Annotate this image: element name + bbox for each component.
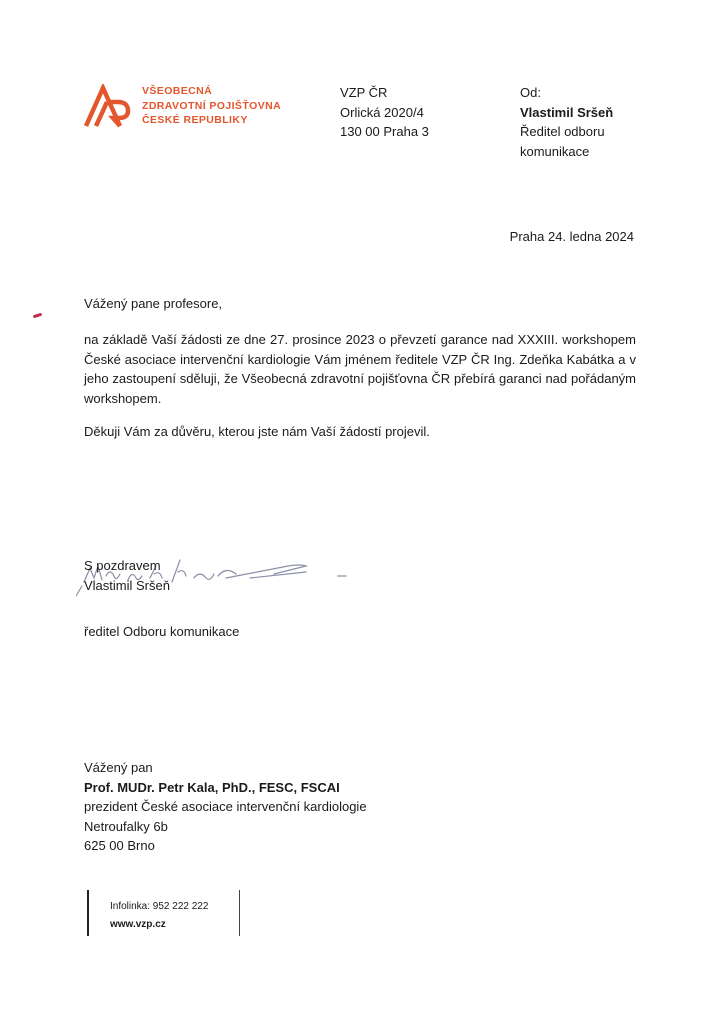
from-title-line2: komunikace <box>520 143 590 159</box>
margin-mark <box>33 313 42 319</box>
from-title-line1: Ředitel odboru <box>520 124 605 139</box>
signatory-title: ředitel Odboru komunikace <box>84 624 240 639</box>
paragraph-1: na základě Vaší žádosti ze dne 27. prosince 2023 o převzetí garance nad XXXIII. workshopem České asociace intervenční kardiologie Vám jménem ředitele VZP ČR Ing. Zdeňka Kabátka a v jeho zastoupení sděluji, že Všeobecná zdravotní pojišťovna ČR přebírá garanci nad pořádaným workshopem. <box>84 332 636 406</box>
letter-date: Praha 24. ledna 2024 <box>509 229 634 244</box>
vzp-logo-icon <box>84 84 134 128</box>
recipient-city: 625 00 Brno <box>84 838 155 853</box>
footer-website-link[interactable]: www.vzp.cz <box>110 919 166 930</box>
from-label: Od: <box>520 85 541 100</box>
recipient-position: prezident České asociace intervenční kardiologie <box>84 799 367 814</box>
footer-infolinka: Infolinka: 952 222 222 <box>110 901 209 912</box>
recipient-name: Prof. MUDr. Petr Kala, PhD., FESC, FSCAI <box>84 779 340 795</box>
sender-org: VZP ČR <box>340 85 388 100</box>
sender-address <box>340 83 429 142</box>
footer-contact <box>110 898 208 934</box>
logo-line-2: ZDRAVOTNÍ POJIŠŤOVNA <box>142 99 282 112</box>
recipient-street: Netroufalky 6b <box>84 818 168 834</box>
signatory-name: Vlastimil Sršeň <box>84 578 170 593</box>
footer-divider-right <box>239 890 240 936</box>
vzp-logo <box>84 84 294 130</box>
sender-city: 130 00 Praha 3 <box>340 124 429 139</box>
sender-street: Orlická 2020/4 <box>340 104 424 120</box>
paragraph-2: Děkuji Vám za důvěru, kterou jste nám Vaší žádostí projevil. <box>84 424 430 439</box>
vzp-logo-text <box>142 84 281 128</box>
from-block <box>520 83 613 161</box>
closing-block <box>84 556 170 596</box>
logo-line-3: ČESKÉ REPUBLIKY <box>142 114 248 126</box>
recipient-greeting: Vážený pan <box>84 760 153 775</box>
closing-phrase: S pozdravem <box>84 558 161 573</box>
recipient-block <box>84 758 367 856</box>
logo-line-1: VŠEOBECNÁ <box>142 85 213 97</box>
salutation: Vážený pane profesore, <box>84 296 223 311</box>
from-name: Vlastimil Sršeň <box>520 104 614 120</box>
footer-divider-left <box>87 890 89 936</box>
